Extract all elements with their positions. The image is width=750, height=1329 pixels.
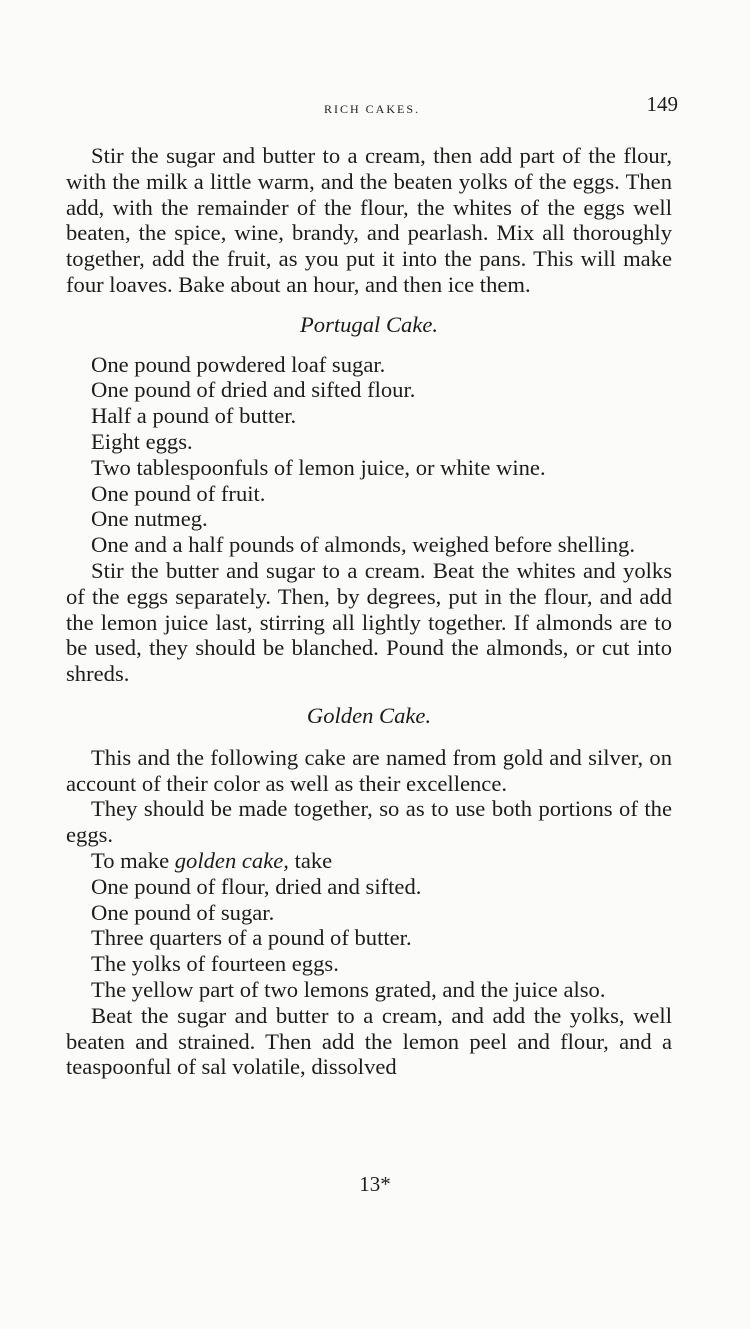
running-title: RICH CAKES. <box>323 102 420 116</box>
take-emphasis: golden cake, <box>174 847 289 873</box>
ingredient-line: One pound of sugar. <box>91 899 275 925</box>
page-header <box>66 92 678 122</box>
golden-intro-paragraph: This and the following cake are named from gold and silver, on account of their color as well as their excellence. <box>66 744 672 796</box>
intro-paragraph: Stir the sugar and butter to a cream, then add part of the flour, with the milk a little warm, and the beaten yolks of the eggs. Then add, with the remainder of the flour, the whites of the eggs well beaten, the spice, wine, brandy, and pearlash. Mix all thoroughly together, add the fruit, as you put it into the pans. This will make four loaves. Bake about an hour, and then ice them. <box>66 143 672 297</box>
page-number: 149 <box>646 92 678 116</box>
ingredient-line: Half a pound of butter. <box>91 403 297 429</box>
golden-note-paragraph: They should be made together, so as to use both portions of the eggs. <box>66 796 672 848</box>
ingredient-line: One pound of dried and sifted flour. <box>91 377 416 403</box>
ingredient-list-portugal <box>66 352 672 558</box>
ingredient-line: One nutmeg. <box>91 506 208 532</box>
ingredient-line: The yolks of fourteen eggs. <box>91 951 339 977</box>
golden-take-line <box>66 848 672 874</box>
ingredient-line: One pound powdered loaf sugar. <box>91 351 386 377</box>
ingredient-line: Eight eggs. <box>91 428 193 454</box>
directions-portugal: Stir the butter and sugar to a cream. Beat the whites and yolks of the eggs separately. Then, by degrees, put in the flour, and add the lemon juice last, stirring all lightly together. If almonds are to be used, they should be blanched. Pound the almonds, or cut into shreds. <box>66 557 672 687</box>
ingredient-line: Three quarters of a pound of butter. <box>91 925 412 951</box>
take-suffix: take <box>288 847 333 873</box>
directions-golden: Beat the sugar and butter to a cream, and add the yolks, well beaten and strained. Then add the lemon peel and flour, and a teaspoonful of sal volatile, dissolved <box>66 1002 672 1080</box>
recipe-title-portugal: Portugal Cake. <box>299 311 439 337</box>
ingredient-line: One pound of flour, dried and sifted. <box>91 873 422 899</box>
ingredient-line: The yellow part of two lemons grated, and the juice also. <box>91 976 606 1002</box>
ingredient-line: One pound of fruit. <box>91 480 266 506</box>
recipe-title-golden: Golden Cake. <box>306 702 432 728</box>
page-body <box>66 143 672 1080</box>
folio-signature: 13* <box>359 1172 391 1196</box>
ingredient-list-golden <box>66 874 672 1003</box>
ingredient-line: Two tablespoonfuls of lemon juice, or white wine. <box>91 454 546 480</box>
ingredient-line: One and a half pounds of almonds, weighed before shelling. <box>91 532 635 558</box>
take-prefix: To make <box>91 847 175 873</box>
